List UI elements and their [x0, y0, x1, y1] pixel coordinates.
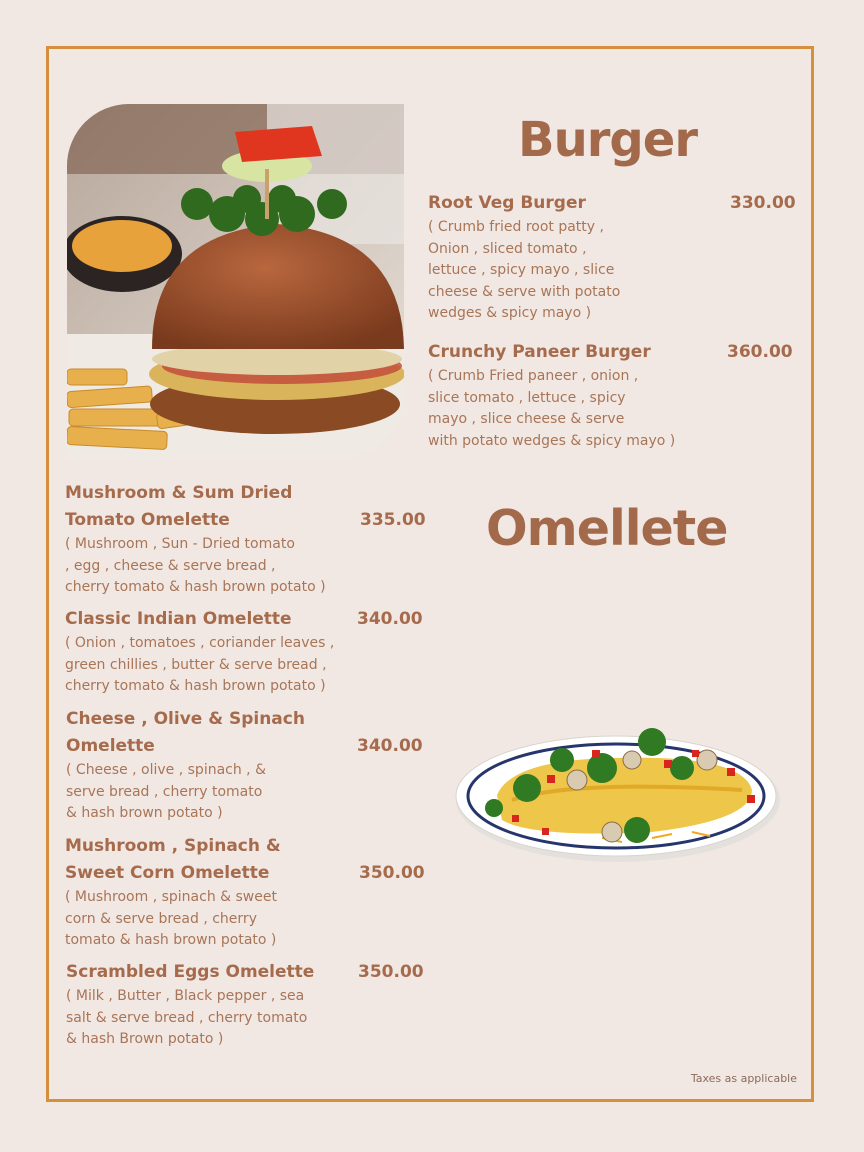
menu-item-description: ( Mushroom , Sun - Dried tomato , egg , cheese & serve bread , cherry tomato & hash brown potato )	[65, 536, 326, 596]
omelette-photo	[452, 720, 784, 870]
menu-item-description: ( Crumb fried root patty , Onion , sliced tomato , lettuce , spicy mayo , slice cheese & serve with potato wedges & spicy mayo )	[428, 219, 621, 322]
menu-item-description: ( Milk , Butter , Black pepper , sea salt & serve bread , cherry tomato & hash Brown potato )	[66, 988, 308, 1048]
menu-item-name: Root Veg Burger	[428, 193, 586, 213]
menu-item-description: ( Mushroom , spinach & sweet corn & serve bread , cherry tomato & hash brown potato )	[65, 889, 277, 949]
menu-item-price: 350.00	[359, 863, 425, 883]
menu-item-price: 340.00	[357, 736, 423, 756]
burger-photo	[67, 104, 404, 459]
menu-item-price: 340.00	[357, 609, 423, 629]
omelette-section-title: Omellete	[486, 500, 728, 557]
menu-item-name: Scrambled Eggs Omelette	[66, 962, 315, 982]
menu-item-name: Crunchy Paneer Burger	[428, 342, 651, 362]
menu-item-price: 360.00	[727, 342, 793, 362]
menu-item-description: ( Cheese , olive , spinach , & serve bread , cherry tomato & hash brown potato )	[66, 762, 266, 822]
menu-item-price: 350.00	[358, 962, 424, 982]
menu-item-name: Cheese , Olive & Spinach Omelette	[66, 709, 305, 756]
menu-item-price: 335.00	[360, 510, 426, 530]
menu-item-name: Mushroom & Sum Dried Tomato Omelette	[65, 483, 293, 530]
menu-item-price: 330.00	[730, 193, 796, 213]
taxes-note: Taxes as applicable	[690, 1072, 797, 1085]
menu-item-name: Mushroom , Spinach & Sweet Corn Omelette	[65, 836, 281, 883]
burger-section-title: Burger	[518, 112, 698, 168]
menu-item-description: ( Onion , tomatoes , coriander leaves , green chillies , butter & serve bread , cherry tomato & hash brown potato )	[65, 635, 335, 695]
menu-item-description: ( Crumb Fried paneer , onion , slice tomato , lettuce , spicy mayo , slice cheese & serve with potato wedges & spicy mayo )	[428, 368, 676, 449]
menu-item-name: Classic Indian Omelette	[65, 609, 292, 629]
